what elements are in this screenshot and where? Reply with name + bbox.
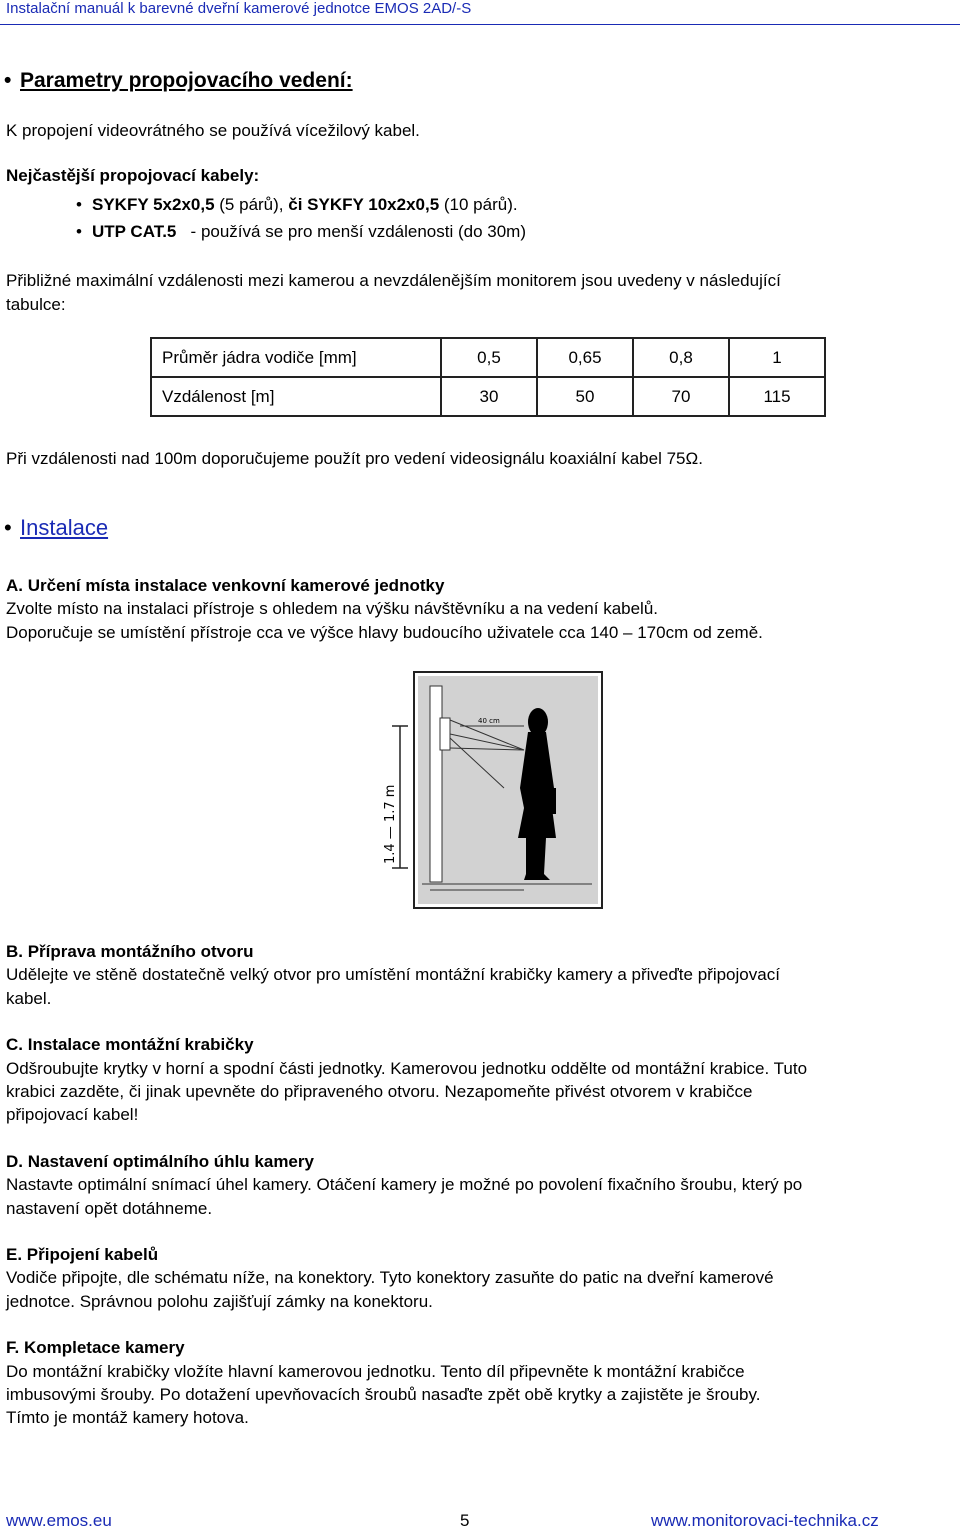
table-cell: 0,5 [441,338,537,377]
table-cell: 115 [729,377,825,416]
step-d-line2: nastavení opět dotáhneme. [6,1199,213,1218]
table-cell: Průměr jádra vodiče [mm] [151,338,441,377]
distance-text-line1: Přibližné maximální vzdálenosti mezi kamerou a nevzdálenějším monitorem jsou uvedeny v následující [6,271,781,290]
mounting-height-figure [374,668,606,914]
step-a-line1: Zvolte místo na instalaci přístroje s ohledem na výšku návštěvníku a na vedení kabelů. [6,599,659,618]
table-row [151,377,825,416]
step-e-line1: Vodiče připojte, dle schématu níže, na konektory. Tyto konektory zasuňte do patic na dveřní kamerové [6,1268,774,1287]
step-b-title: B. Příprava montážního otvoru [6,942,254,961]
distance-table [150,337,826,417]
section-heading-text: Parametry propojovacího vedení: [20,69,353,92]
step-e-line2: jednotce. Správnou polohu zajišťují zámky na konektoru. [6,1292,433,1311]
step-c-line2: krabici zazděte, či jinak upevněte do připraveného otvoru. Nezapomeňte přivést otvorem v krabičce [6,1082,753,1101]
step-f-line2: imbusovými šrouby. Po dotažení upevňovacích šroubů nasaďte zpět obě krytky a zajistěte je šrouby. [6,1385,761,1404]
header-title: Instalační manuál k barevné dveřní kamerové jednotce EMOS 2AD/-S [6,0,472,17]
table-row [151,338,825,377]
table-cell: 0,65 [537,338,633,377]
step-b-line1: Udělejte ve stěně dostatečně velký otvor pro umístění montážní krabičky kamery a přiveďte připojovací [6,965,780,984]
table-cell: 50 [537,377,633,416]
step-c-line3: připojovací kabel! [6,1105,139,1124]
intro-text: K propojení videovrátného se používá vícežilový kabel. [6,121,420,140]
section-heading-instalace [4,515,108,541]
section-heading-text: Instalace [20,515,109,540]
cables-heading: Nejčastější propojovací kabely: [6,166,260,185]
step-a-title: A. Určení místa instalace venkovní kamerové jednotky [6,576,445,595]
step-f-title: F. Kompletace kamery [6,1338,185,1357]
step-c-title: C. Instalace montážní krabičky [6,1035,254,1054]
step-d-title: D. Nastavení optimálního úhlu kamery [6,1152,314,1171]
step-f-line3: Tímto je montáž kamery hotova. [6,1408,249,1427]
distance-label: 40 cm [478,717,500,725]
step-e-title: E. Připojení kabelů [6,1245,159,1264]
page-number: 5 [460,1511,470,1530]
table-cell: 0,8 [633,338,729,377]
cable-item-sykfy: • SYKFY 5x2x0,5 (5 párů), či SYKFY 10x2x0,5 (10 párů). [76,195,518,214]
section-heading-cable-params [4,69,353,93]
step-d-line1: Nastavte optimální snímací úhel kamery. Otáčení kamery je možné po povolení fixačního šroubu, který po [6,1175,803,1194]
step-b-line2: kabel. [6,989,52,1008]
cable-item-utp: • UTP CAT.5 - používá se pro menší vzdálenosti (do 30m) [76,222,526,241]
footer-link-emos[interactable]: www.emos.eu [6,1511,112,1530]
bullet: • [4,515,12,540]
table-cell: 1 [729,338,825,377]
height-range-label: 1.4 — 1.7 m [383,784,398,864]
footer-link-monitorovaci[interactable]: www.monitorovaci-technika.cz [651,1511,879,1530]
step-a-line2: Doporučuje se umístění přístroje cca ve výšce hlavy budoucího uživatele cca 140 – 170cm od země. [6,623,763,642]
header-divider [0,24,960,25]
step-f-line1: Do montážní krabičky vložíte hlavní kamerovou jednotku. Tento díl připevněte k montážní krabičce [6,1362,745,1381]
table-cell: Vzdálenost [m] [151,377,441,416]
table-cell: 30 [441,377,537,416]
table-cell: 70 [633,377,729,416]
coax-note: Při vzdálenosti nad 100m doporučujeme použít pro vedení videosignálu koaxiální kabel 75Ω. [6,449,703,468]
distance-text-line2: tabulce: [6,295,66,314]
bullet: • [4,69,12,92]
step-c-line1: Odšroubujte krytky v horní a spodní části jednotky. Kamerovou jednotku oddělte od montážní krabice. Tuto [6,1059,808,1078]
